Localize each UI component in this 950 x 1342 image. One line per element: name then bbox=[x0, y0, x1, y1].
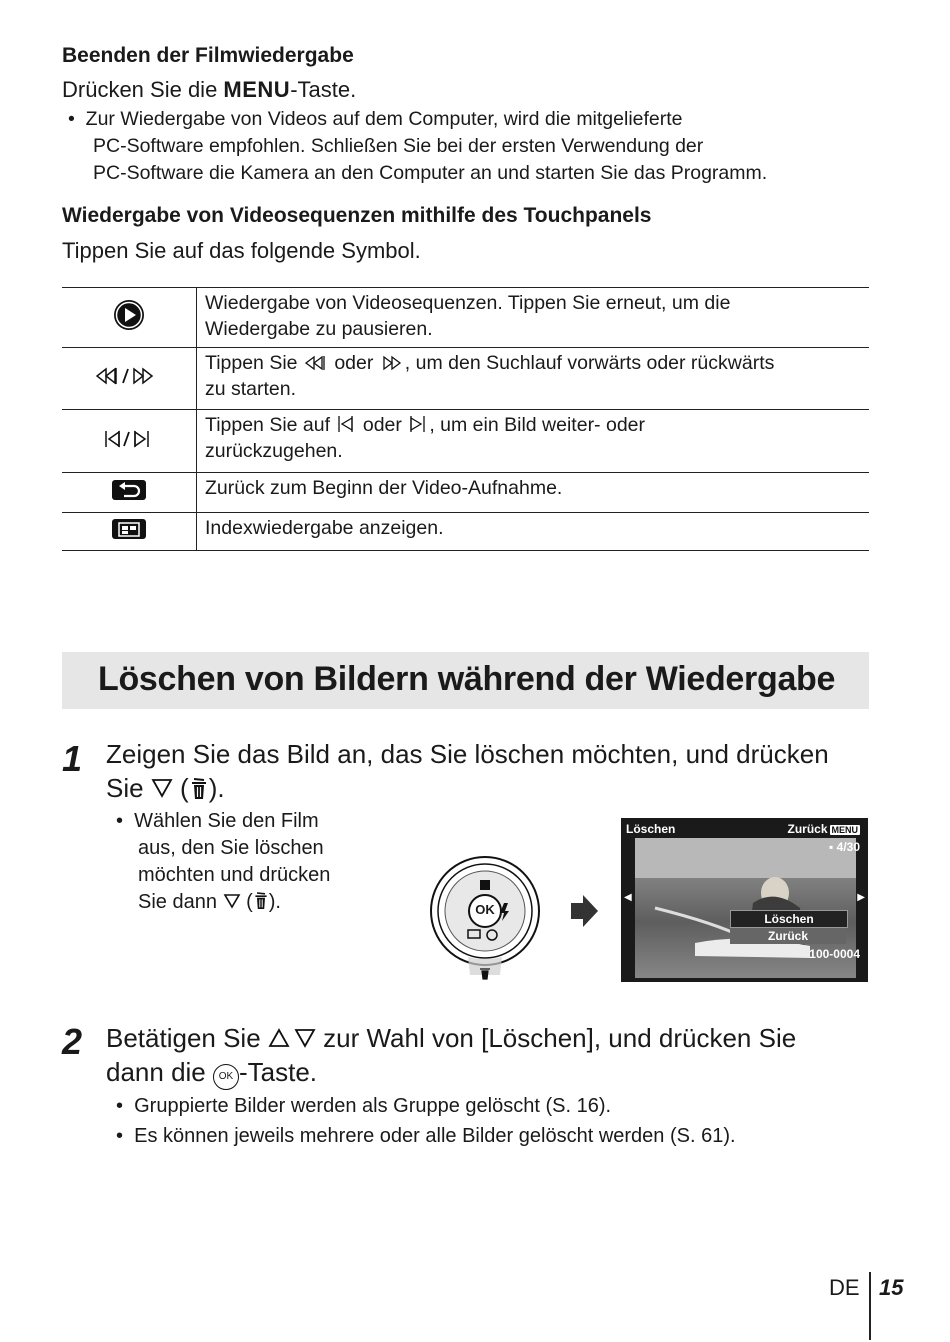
footer-divider bbox=[869, 1272, 871, 1340]
frame-counter: ▪ 4/30 bbox=[829, 840, 860, 854]
right-arrow-icon bbox=[571, 894, 599, 928]
trash-icon bbox=[189, 777, 209, 801]
screen-back-label: Zurück MENU bbox=[787, 822, 858, 836]
list-item: • Gruppierte Bilder werden als Gruppe gelöscht (S. 16). bbox=[116, 1095, 612, 1117]
table-row bbox=[62, 288, 869, 348]
footer-language: DE bbox=[829, 1275, 860, 1300]
frame-step-icon bbox=[62, 410, 197, 473]
screen-option-back: Zurück bbox=[730, 928, 846, 944]
page-number: 15 bbox=[879, 1275, 904, 1300]
down-arrow-icon bbox=[223, 893, 241, 909]
table-cell-description: Wiedergabe von Videosequenzen. Tippen Sie erneut, um die Wiedergabe zu pausieren. bbox=[197, 288, 870, 348]
table-cell-description: Tippen Sie auf oder , um ein Bild weiter- oder zurückzugehen. bbox=[197, 410, 870, 473]
scroll-left-icon: ◀ bbox=[624, 892, 632, 903]
camera-screen-preview bbox=[621, 818, 868, 982]
step-2-text: Betätigen Sie zur Wahl von [Löschen], und drücken Sie dann die OK -Taste. bbox=[106, 1021, 796, 1090]
table-cell-description: Tippen Sie oder , um den Suchlauf vorwärts oder rückwärts zu starten. bbox=[197, 348, 870, 410]
menu-button-icon: MENU bbox=[831, 825, 858, 835]
rewind-icon bbox=[303, 355, 329, 371]
note-line: PC-Software die Kamera an den Computer an und starten Sie das Programm. bbox=[93, 162, 768, 184]
control-dial-illustration bbox=[428, 855, 544, 983]
step-2-bullets bbox=[116, 1091, 736, 1151]
file-number: 100-0004 bbox=[809, 947, 860, 961]
step-1-text: Zeigen Sie das Bild an, das Sie löschen möchten, und drücken Sie ( ). bbox=[106, 739, 829, 803]
playback-end-heading: Beenden der Filmwiedergabe bbox=[62, 44, 354, 67]
play-circle-icon bbox=[62, 288, 197, 348]
list-item: • Es können jeweils mehrere oder alle Bilder gelöscht werden (S. 61). bbox=[116, 1125, 736, 1147]
step-number: 1 bbox=[62, 738, 83, 779]
screen-option-delete: Löschen bbox=[730, 910, 848, 928]
step-1-bullet: • Wählen Sie den Film aus, den Sie löschen möchten und drücken Sie dann ( ). bbox=[116, 810, 331, 913]
table-cell-description: Zurück zum Beginn der Video-Aufnahme. bbox=[197, 473, 870, 513]
down-arrow-icon bbox=[151, 778, 173, 798]
dial-ok-label: OK bbox=[475, 902, 495, 917]
up-arrow-icon bbox=[268, 1028, 290, 1048]
playback-end-note bbox=[68, 106, 767, 187]
note-line: • Zur Wiedergabe von Videos auf dem Computer, wird die mitgelieferte bbox=[68, 108, 683, 130]
fast-forward-icon bbox=[379, 355, 405, 371]
table-row bbox=[62, 473, 869, 513]
trash-icon bbox=[253, 891, 269, 911]
next-frame-icon bbox=[407, 415, 429, 433]
scroll-right-icon: ▶ bbox=[857, 892, 865, 903]
previous-frame-icon bbox=[335, 415, 357, 433]
playback-end-instruction bbox=[62, 77, 356, 103]
controls-table bbox=[62, 287, 869, 551]
menu-button-label: MENU bbox=[223, 77, 291, 102]
instruction-suffix: -Taste. bbox=[290, 77, 357, 102]
touch-playback-heading: Wiedergabe von Videosequenzen mithilfe des Touchpanels bbox=[62, 204, 652, 227]
rewind-fastforward-icon bbox=[62, 348, 197, 410]
touch-playback-instruction: Tippen Sie auf das folgende Symbol. bbox=[62, 238, 421, 263]
table-row bbox=[62, 410, 869, 473]
table-cell-description: Indexwiedergabe anzeigen. bbox=[197, 513, 870, 551]
section-title: Löschen von Bildern während der Wiedergabe bbox=[98, 660, 836, 698]
step-number: 2 bbox=[62, 1021, 83, 1062]
ok-button-icon: OK bbox=[213, 1064, 239, 1090]
table-row bbox=[62, 513, 869, 551]
table-row bbox=[62, 348, 869, 410]
note-line: PC-Software empfohlen. Schließen Sie bei der ersten Verwendung der bbox=[93, 135, 704, 157]
return-to-start-icon bbox=[62, 473, 197, 513]
screen-title: Löschen bbox=[626, 822, 676, 836]
down-arrow-icon bbox=[294, 1028, 316, 1048]
index-playback-icon bbox=[62, 513, 197, 551]
instruction-prefix: Drücken Sie die bbox=[62, 77, 224, 102]
